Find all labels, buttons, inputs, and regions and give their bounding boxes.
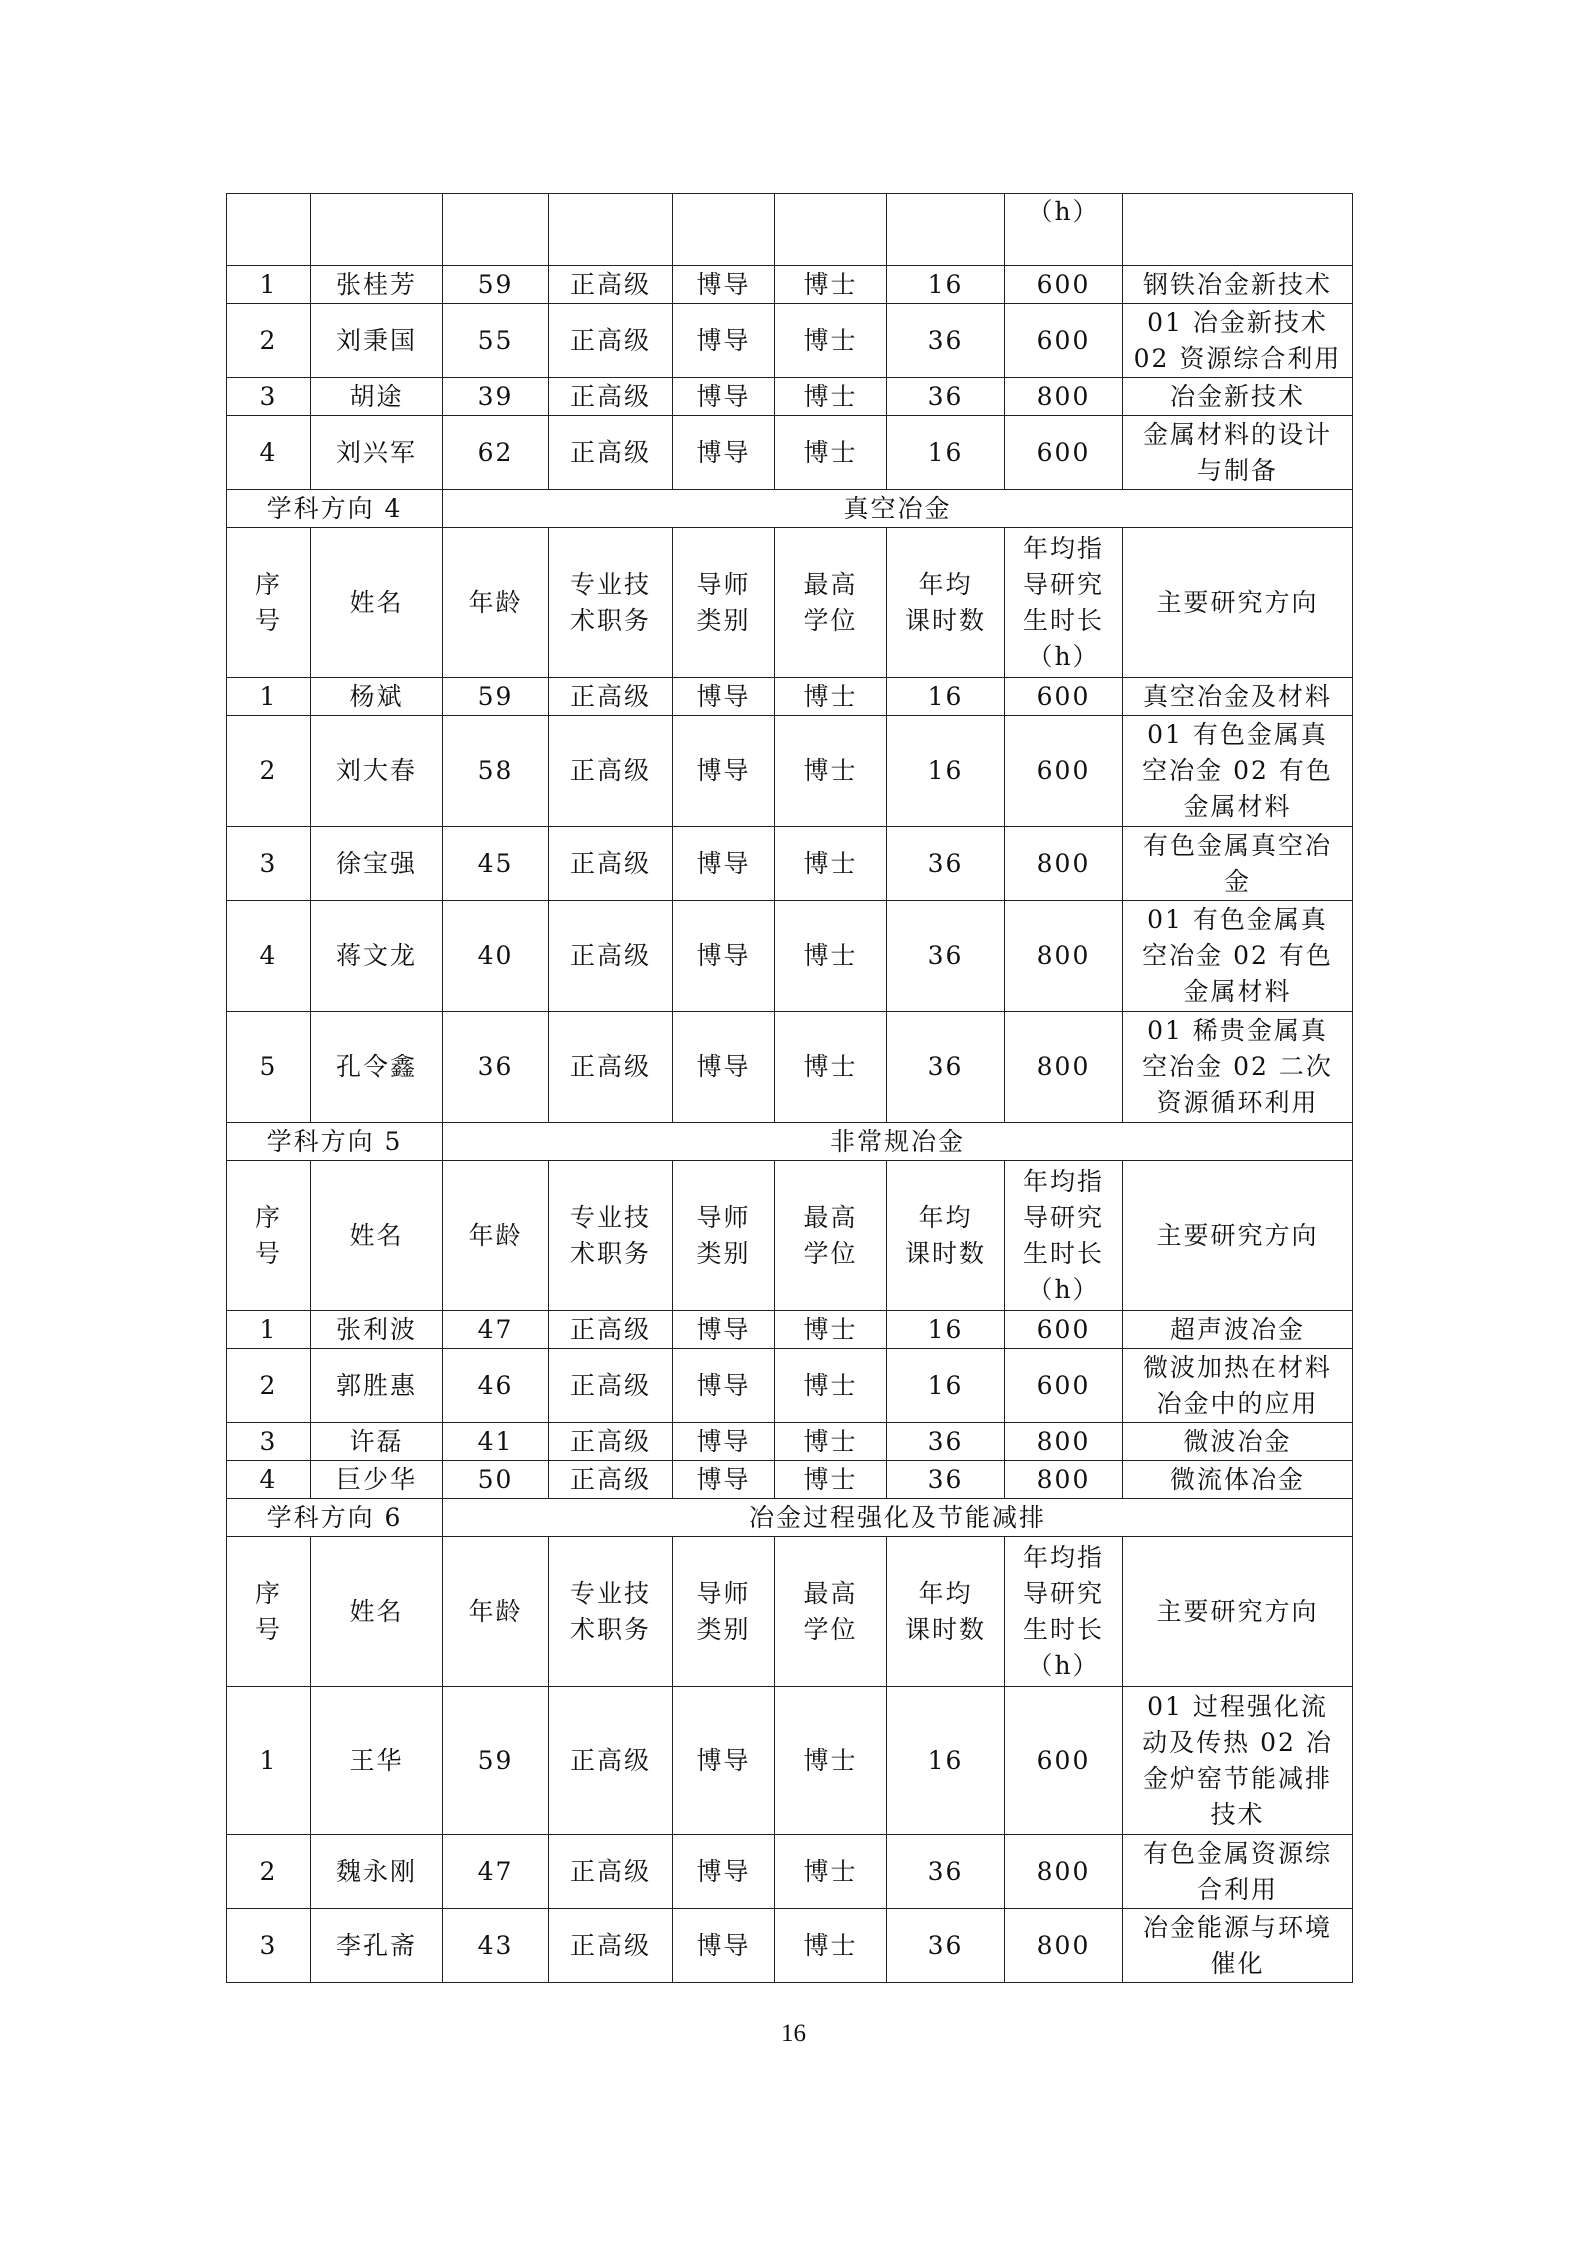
- cell-age: 36: [443, 1012, 549, 1123]
- table-row: [227, 1687, 1353, 1835]
- cell-hours: 36: [887, 1423, 1005, 1461]
- header-no: [227, 194, 311, 266]
- header-row: [227, 528, 1353, 678]
- cell-age: 45: [443, 827, 549, 901]
- header-title: 专业技 术职务: [549, 1537, 673, 1687]
- cell-degree: 博士: [775, 1909, 887, 1983]
- cell-title: 正高级: [549, 678, 673, 716]
- header-degree: 最高 学位: [775, 1537, 887, 1687]
- header-age: 年龄: [443, 1161, 549, 1311]
- cell-hours: 36: [887, 1012, 1005, 1123]
- cell-guide: 800: [1005, 1012, 1123, 1123]
- cell-name: 李孔斋: [311, 1909, 443, 1983]
- cell-hours: 16: [887, 266, 1005, 304]
- header-direction: 主要研究方向: [1123, 1161, 1353, 1311]
- cell-degree: 博士: [775, 1311, 887, 1349]
- section-name: 非常规冶金: [443, 1123, 1353, 1161]
- table-row: [227, 1909, 1353, 1983]
- cell-direction: 有色金属真空冶 金: [1123, 827, 1353, 901]
- cell-name: 张桂芳: [311, 266, 443, 304]
- header-age: 年龄: [443, 528, 549, 678]
- cell-direction: 01 有色金属真 空冶金 02 有色 金属材料: [1123, 716, 1353, 827]
- cell-age: 43: [443, 1909, 549, 1983]
- cell-age: 47: [443, 1835, 549, 1909]
- cell-type: 博导: [673, 1835, 775, 1909]
- cell-guide: 600: [1005, 1349, 1123, 1423]
- header-title: 专业技 术职务: [549, 528, 673, 678]
- cell-age: 58: [443, 716, 549, 827]
- cell-title: 正高级: [549, 416, 673, 490]
- header-type: 导师 类别: [673, 1537, 775, 1687]
- cell-type: 博导: [673, 304, 775, 378]
- cell-title: 正高级: [549, 1835, 673, 1909]
- cell-degree: 博士: [775, 1012, 887, 1123]
- cell-title: 正高级: [549, 1909, 673, 1983]
- header-name: 姓名: [311, 1161, 443, 1311]
- cell-guide: 800: [1005, 1423, 1123, 1461]
- cell-guide: 600: [1005, 416, 1123, 490]
- cell-guide: 600: [1005, 1687, 1123, 1835]
- cell-name: 许磊: [311, 1423, 443, 1461]
- cell-name: 胡途: [311, 378, 443, 416]
- cell-title: 正高级: [549, 1012, 673, 1123]
- header-age: 年龄: [443, 1537, 549, 1687]
- header-title: [549, 194, 673, 266]
- cell-no: 3: [227, 1909, 311, 1983]
- cell-guide: 800: [1005, 1835, 1123, 1909]
- cell-hours: 16: [887, 678, 1005, 716]
- cell-name: 徐宝强: [311, 827, 443, 901]
- cell-type: 博导: [673, 1311, 775, 1349]
- supervisor-table: [226, 193, 1353, 1983]
- cell-direction: 01 稀贵金属真 空冶金 02 二次 资源循环利用: [1123, 1012, 1353, 1123]
- table-row: [227, 1012, 1353, 1123]
- table-row: [227, 678, 1353, 716]
- header-direction: [1123, 194, 1353, 266]
- cell-guide: 800: [1005, 1909, 1123, 1983]
- cell-age: 46: [443, 1349, 549, 1423]
- cell-no: 4: [227, 416, 311, 490]
- table-body: [227, 194, 1353, 1983]
- cell-age: 62: [443, 416, 549, 490]
- cell-age: 59: [443, 1687, 549, 1835]
- cell-name: 蒋文龙: [311, 901, 443, 1012]
- table-row: [227, 304, 1353, 378]
- cell-no: 1: [227, 1687, 311, 1835]
- cell-direction: 01 过程强化流 动及传热 02 冶 金炉窑节能减排 技术: [1123, 1687, 1353, 1835]
- header-name: 姓名: [311, 1537, 443, 1687]
- table-row: [227, 827, 1353, 901]
- cell-degree: 博士: [775, 304, 887, 378]
- cell-name: 杨斌: [311, 678, 443, 716]
- table-row: [227, 1835, 1353, 1909]
- header-name: 姓名: [311, 528, 443, 678]
- cell-degree: 博士: [775, 716, 887, 827]
- cell-direction: 冶金新技术: [1123, 378, 1353, 416]
- cell-direction: 真空冶金及材料: [1123, 678, 1353, 716]
- header-row: [227, 1537, 1353, 1687]
- cell-hours: 36: [887, 1461, 1005, 1499]
- cell-hours: 36: [887, 1835, 1005, 1909]
- cell-age: 59: [443, 678, 549, 716]
- cell-degree: 博士: [775, 901, 887, 1012]
- cell-title: 正高级: [549, 1687, 673, 1835]
- cell-no: 4: [227, 1461, 311, 1499]
- cell-guide: 800: [1005, 827, 1123, 901]
- cell-title: 正高级: [549, 716, 673, 827]
- cell-degree: 博士: [775, 266, 887, 304]
- cell-hours: 36: [887, 1909, 1005, 1983]
- cell-type: 博导: [673, 901, 775, 1012]
- cell-type: 博导: [673, 1423, 775, 1461]
- cell-no: 2: [227, 304, 311, 378]
- header-row: [227, 1161, 1353, 1311]
- header-degree: 最高 学位: [775, 1161, 887, 1311]
- cell-hours: 16: [887, 1687, 1005, 1835]
- cell-degree: 博士: [775, 1687, 887, 1835]
- cell-guide: 600: [1005, 716, 1123, 827]
- cell-no: 4: [227, 901, 311, 1012]
- header-guide: 年均指 导研究 生时长 （h）: [1005, 1161, 1123, 1311]
- cell-no: 2: [227, 716, 311, 827]
- header-hours: 年均 课时数: [887, 1537, 1005, 1687]
- cell-degree: 博士: [775, 1835, 887, 1909]
- cell-type: 博导: [673, 1687, 775, 1835]
- header-hours: [887, 194, 1005, 266]
- cell-direction: 01 有色金属真 空冶金 02 有色 金属材料: [1123, 901, 1353, 1012]
- header-direction: 主要研究方向: [1123, 528, 1353, 678]
- header-type: [673, 194, 775, 266]
- cell-degree: 博士: [775, 1461, 887, 1499]
- cell-type: 博导: [673, 266, 775, 304]
- header-hours: 年均 课时数: [887, 528, 1005, 678]
- page-number: 16: [781, 2020, 806, 2047]
- cell-direction: 超声波冶金: [1123, 1311, 1353, 1349]
- section-label: 学科方向 5: [227, 1123, 443, 1161]
- header-degree: 最高 学位: [775, 528, 887, 678]
- header-direction: 主要研究方向: [1123, 1537, 1353, 1687]
- cell-type: 博导: [673, 1909, 775, 1983]
- cell-no: 1: [227, 1311, 311, 1349]
- cell-no: 2: [227, 1835, 311, 1909]
- cell-age: 41: [443, 1423, 549, 1461]
- cell-age: 55: [443, 304, 549, 378]
- cell-no: 2: [227, 1349, 311, 1423]
- cell-title: 正高级: [549, 304, 673, 378]
- header-no: 序 号: [227, 528, 311, 678]
- header-degree: [775, 194, 887, 266]
- cell-no: 3: [227, 378, 311, 416]
- cell-type: 博导: [673, 378, 775, 416]
- cell-no: 3: [227, 827, 311, 901]
- header-guide: （h）: [1005, 194, 1123, 266]
- cell-type: 博导: [673, 827, 775, 901]
- cell-age: 50: [443, 1461, 549, 1499]
- cell-title: 正高级: [549, 827, 673, 901]
- cell-direction: 钢铁冶金新技术: [1123, 266, 1353, 304]
- cell-guide: 600: [1005, 304, 1123, 378]
- cell-hours: 36: [887, 901, 1005, 1012]
- cell-name: 魏永刚: [311, 1835, 443, 1909]
- cell-age: 39: [443, 378, 549, 416]
- cell-degree: 博士: [775, 416, 887, 490]
- cell-hours: 16: [887, 716, 1005, 827]
- cell-direction: 冶金能源与环境 催化: [1123, 1909, 1353, 1983]
- section-name: 冶金过程强化及节能减排: [443, 1499, 1353, 1537]
- cell-degree: 博士: [775, 678, 887, 716]
- header-no: 序 号: [227, 1161, 311, 1311]
- cell-age: 59: [443, 266, 549, 304]
- cell-guide: 800: [1005, 901, 1123, 1012]
- cell-direction: 01 冶金新技术 02 资源综合利用: [1123, 304, 1353, 378]
- cell-no: 1: [227, 266, 311, 304]
- cell-guide: 600: [1005, 678, 1123, 716]
- header-name: [311, 194, 443, 266]
- table-row: [227, 378, 1353, 416]
- cell-direction: 微波加热在材料 冶金中的应用: [1123, 1349, 1353, 1423]
- cell-degree: 博士: [775, 827, 887, 901]
- cell-title: 正高级: [549, 1461, 673, 1499]
- cell-name: 孔令鑫: [311, 1012, 443, 1123]
- cell-degree: 博士: [775, 1423, 887, 1461]
- table-row: [227, 1423, 1353, 1461]
- cell-name: 刘大春: [311, 716, 443, 827]
- cell-name: 张利波: [311, 1311, 443, 1349]
- cell-type: 博导: [673, 1012, 775, 1123]
- cell-type: 博导: [673, 678, 775, 716]
- cell-name: 巨少华: [311, 1461, 443, 1499]
- cell-age: 47: [443, 1311, 549, 1349]
- cell-hours: 36: [887, 378, 1005, 416]
- header-guide: 年均指 导研究 生时长 （h）: [1005, 1537, 1123, 1687]
- cell-type: 博导: [673, 1349, 775, 1423]
- cell-age: 40: [443, 901, 549, 1012]
- cell-no: 1: [227, 678, 311, 716]
- cell-title: 正高级: [549, 378, 673, 416]
- header-no: 序 号: [227, 1537, 311, 1687]
- header-age: [443, 194, 549, 266]
- cell-guide: 800: [1005, 378, 1123, 416]
- table-row: [227, 716, 1353, 827]
- cell-hours: 16: [887, 1311, 1005, 1349]
- section-row: [227, 490, 1353, 528]
- header-hours: 年均 课时数: [887, 1161, 1005, 1311]
- cell-hours: 16: [887, 416, 1005, 490]
- cell-guide: 600: [1005, 266, 1123, 304]
- cell-direction: 金属材料的设计 与制备: [1123, 416, 1353, 490]
- cell-name: 郭胜惠: [311, 1349, 443, 1423]
- table-row: [227, 1461, 1353, 1499]
- header-row: [227, 194, 1353, 266]
- cell-type: 博导: [673, 1461, 775, 1499]
- table-row: [227, 266, 1353, 304]
- cell-hours: 36: [887, 827, 1005, 901]
- cell-name: 王华: [311, 1687, 443, 1835]
- cell-hours: 16: [887, 1349, 1005, 1423]
- cell-title: 正高级: [549, 1423, 673, 1461]
- cell-title: 正高级: [549, 901, 673, 1012]
- cell-title: 正高级: [549, 1311, 673, 1349]
- table-row: [227, 901, 1353, 1012]
- cell-title: 正高级: [549, 1349, 673, 1423]
- cell-name: 刘秉国: [311, 304, 443, 378]
- section-row: [227, 1499, 1353, 1537]
- cell-direction: 微流体冶金: [1123, 1461, 1353, 1499]
- section-row: [227, 1123, 1353, 1161]
- section-label: 学科方向 4: [227, 490, 443, 528]
- table-row: [227, 1349, 1353, 1423]
- cell-direction: 有色金属资源综 合利用: [1123, 1835, 1353, 1909]
- cell-type: 博导: [673, 416, 775, 490]
- cell-type: 博导: [673, 716, 775, 827]
- header-type: 导师 类别: [673, 1161, 775, 1311]
- cell-no: 3: [227, 1423, 311, 1461]
- cell-degree: 博士: [775, 378, 887, 416]
- header-guide: 年均指 导研究 生时长 （h）: [1005, 528, 1123, 678]
- cell-title: 正高级: [549, 266, 673, 304]
- cell-hours: 36: [887, 304, 1005, 378]
- cell-name: 刘兴军: [311, 416, 443, 490]
- table-row: [227, 416, 1353, 490]
- cell-degree: 博士: [775, 1349, 887, 1423]
- cell-direction: 微波冶金: [1123, 1423, 1353, 1461]
- header-type: 导师 类别: [673, 528, 775, 678]
- cell-no: 5: [227, 1012, 311, 1123]
- section-name: 真空冶金: [443, 490, 1353, 528]
- section-label: 学科方向 6: [227, 1499, 443, 1537]
- header-title: 专业技 术职务: [549, 1161, 673, 1311]
- cell-guide: 600: [1005, 1311, 1123, 1349]
- table-row: [227, 1311, 1353, 1349]
- cell-guide: 800: [1005, 1461, 1123, 1499]
